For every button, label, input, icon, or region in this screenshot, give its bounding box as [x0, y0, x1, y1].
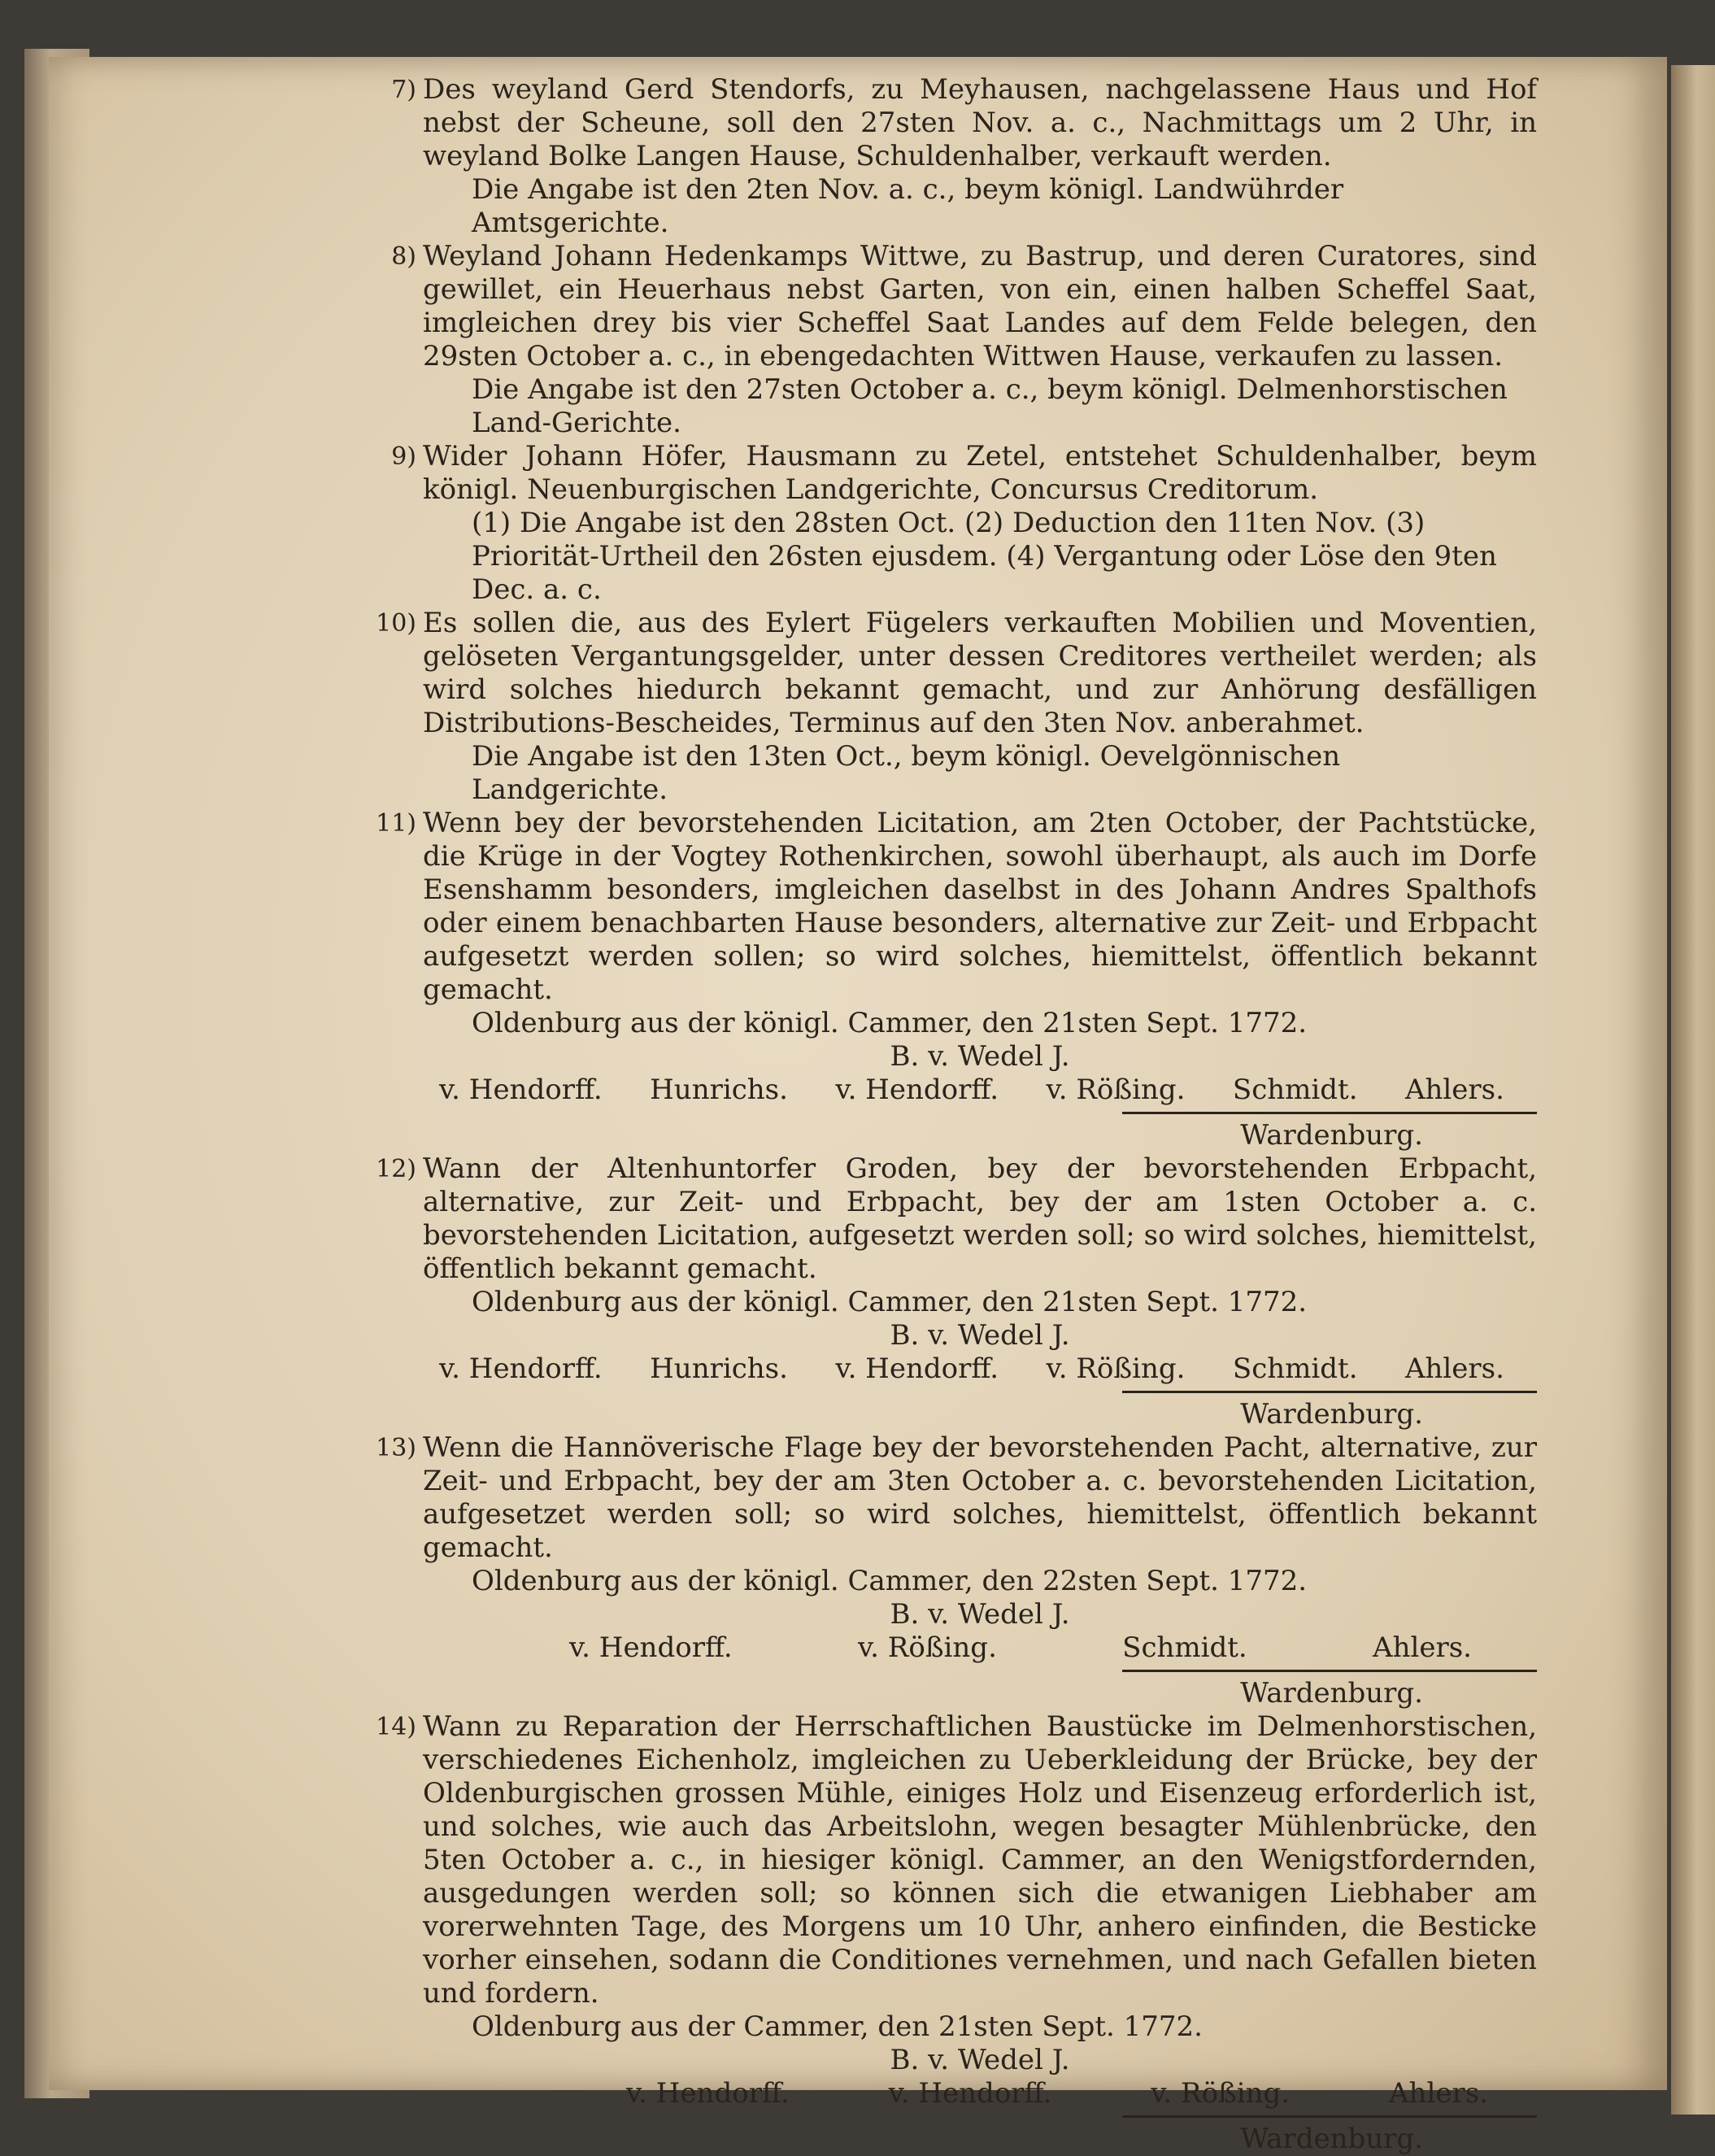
chief-signature: B. v. Wedel J. — [890, 2044, 1070, 2076]
signer: v. Hendorff. — [439, 1352, 603, 1385]
signer: Ahlers. — [1404, 1352, 1504, 1385]
signer: v. Rößing. — [1046, 1074, 1186, 1106]
notice-body: Wenn die Hannöverische Flage bey der bevorstehenden Pacht, alternative, zur Zeit- und Erbpacht, bey der am 3ten October a. c. bevorstehenden Licitation, aufgesetzet werden soll; so wird solches, hiemittelst, öffentlich bekannt gemacht. — [423, 1431, 1537, 1564]
signer: Schmidt. — [1122, 1631, 1247, 1664]
divider-rule — [1122, 1391, 1537, 1393]
notice-note: Die Angabe ist den 13ten Oct., beym königl. Oevelgönnischen Landgerichte. — [472, 740, 1341, 806]
signer: v. Rößing. — [857, 1631, 997, 1664]
chief-signature: B. v. Wedel J. — [890, 1319, 1070, 1352]
signer: v. Hendorff. — [439, 1074, 603, 1106]
signer: v. Hendorff. — [835, 1074, 999, 1106]
notice-number: 14) — [376, 1713, 416, 1741]
notice-note: Die Angabe ist den 27sten October a. c., beym königl. Delmenhorstischen Land-Gerichte. — [472, 373, 1508, 439]
place-name: Wardenburg. — [1240, 1677, 1423, 1710]
notice-body: Wider Johann Höfer, Hausmann zu Zetel, entstehet Schuldenhalber, beym königl. Neuenburgischen Landgerichte, Concursus Creditorum. — [423, 440, 1537, 506]
signer: Ahlers. — [1404, 1074, 1504, 1106]
notice-9 — [391, 440, 1537, 607]
signer: Ahlers. — [1389, 2077, 1488, 2110]
notice-body: Weyland Johann Hedenkamps Wittwe, zu Bastrup, und deren Curatores, sind gewillet, ein Heuerhaus nebst Garten, von ein, einen halben Scheffel Saat, imgleichen drey bis vier Scheffel Saat Landes auf dem Felde belegen, den 29sten October a. c., in ebengedachten Wittwen Hause, verkaufen zu lassen. — [423, 240, 1537, 372]
place-name: Wardenburg. — [1240, 1119, 1423, 1152]
notice-7 — [391, 73, 1537, 240]
notice-body: Es sollen die, aus des Eylert Fügelers verkauften Mobilien und Moventien, gelöseten Vergantungsgelder, unter dessen Creditores vertheilet werden; als wird solches hiedurch bekannt gemacht, und zur Anhörung desfälligen Distributions-Bescheides, Terminus auf den 3ten Nov. anberahmet. — [423, 607, 1537, 739]
signer: Hunrichs. — [650, 1074, 788, 1106]
notice-number: 9) — [391, 442, 416, 471]
place-name: Wardenburg. — [1240, 2123, 1423, 2155]
place-name: Wardenburg. — [1240, 1398, 1423, 1431]
signer: v. Rößing. — [1151, 2077, 1291, 2110]
chief-signature: B. v. Wedel J. — [890, 1040, 1070, 1073]
signer: v. Rößing. — [1046, 1352, 1186, 1385]
notice-12 — [376, 1152, 1537, 1431]
signer: v. Hendorff. — [626, 2077, 790, 2110]
divider-rule — [1122, 1112, 1537, 1114]
notice-note: (1) Die Angabe ist den 28sten Oct. (2) Deduction den 11ten Nov. (3) Priorität-Urtheil den 26sten ejusdem. (4) Vergantung oder Löse den 9ten Dec. a. c. — [472, 507, 1497, 606]
notice-14 — [376, 1710, 1537, 2156]
notice-8 — [391, 240, 1537, 440]
dateline: Oldenburg aus der königl. Cammer, den 22sten Sept. 1772. — [472, 1565, 1308, 1597]
notice-number: 11) — [376, 809, 416, 838]
signer: Schmidt. — [1232, 1352, 1358, 1385]
signers-row — [423, 1352, 1537, 1386]
notice-body: Wenn bey der bevorstehenden Licitation, am 2ten October, der Pachtstücke, die Krüge in der Vogtey Rothenkirchen, sowohl überhaupt, als auch im Dorfe Esenshamm besonders, imgleichen daselbst in des Johann Andres Spalthofs oder einem benachbarten Hause besonders, alternative zur Zeit- und Erbpacht aufgesetzt werden sollen; so wird solches, hiemittelst, öffentlich bekannt gemacht. — [423, 807, 1537, 1006]
notice-body: Des weyland Gerd Stendorfs, zu Meyhausen, nachgelassene Haus und Hof nebst der Scheune, soll den 27sten Nov. a. c., Nachmittags um 2 Uhr, in weyland Bolke Langen Hause, Schuldenhalber, verkauft werden. — [423, 73, 1537, 172]
notice-number: 13) — [376, 1434, 416, 1462]
signer: Schmidt. — [1232, 1074, 1358, 1106]
notice-10 — [376, 607, 1537, 807]
chief-signature: B. v. Wedel J. — [890, 1598, 1070, 1631]
signer: v. Hendorff. — [569, 1631, 733, 1664]
signers-row — [423, 1631, 1537, 1665]
divider-rule — [1122, 1670, 1537, 1672]
notice-11 — [376, 807, 1537, 1152]
dateline: Oldenburg aus der königl. Cammer, den 21sten Sept. 1772. — [472, 1286, 1308, 1318]
notice-number: 10) — [376, 609, 416, 638]
notice-body: Wann zu Reparation der Herrschaftlichen Baustücke im Delmenhorstischen, verschiedenes Eichenholz, imgleichen zu Ueberkleidung der Brücke, bey der Oldenburgischen grossen Mühle, einiges Holz und Eisenzeug erforderlich ist, und solches, wie auch das Arbeitslohn, wegen besagter Mühlenbrücke, den 5ten October a. c., in hiesiger königl. Cammer, an den Wenigstfordernden, ausgedungen werden soll; so können sich die etwanigen Liebhaber am vorerwehnten Tage, des Morgens um 10 Uhr, anhero einfinden, die Besticke vorher einsehen, sodann die Conditiones vernehmen, und nach Gefallen bieten und fordern. — [423, 1710, 1537, 2010]
signers-row — [423, 1074, 1537, 1107]
signers-row — [423, 2077, 1537, 2110]
notice-number: 12) — [376, 1155, 416, 1183]
notice-number: 8) — [391, 242, 416, 271]
notice-number: 7) — [391, 76, 416, 104]
divider-rule — [1122, 2115, 1537, 2118]
signer: Ahlers. — [1373, 1631, 1472, 1664]
signer: v. Hendorff. — [888, 2077, 1052, 2110]
signer: v. Hendorff. — [835, 1352, 999, 1385]
dateline: Oldenburg aus der Cammer, den 21sten Sept. 1772. — [472, 2010, 1203, 2043]
notice-13 — [376, 1431, 1537, 1710]
notice-note: Die Angabe ist den 2ten Nov. a. c., beym königl. Landwührder Amtsgerichte. — [472, 173, 1344, 239]
dateline: Oldenburg aus der königl. Cammer, den 21sten Sept. 1772. — [472, 1007, 1308, 1039]
signer: Hunrichs. — [650, 1352, 788, 1385]
page-text — [376, 73, 1537, 2156]
facing-page-edge — [1671, 65, 1715, 2115]
notice-body: Wann der Altenhuntorfer Groden, bey der bevorstehenden Erbpacht, alternative, zur Zeit- und Erbpacht, bey der am 1sten October a. c. bevorstehenden Licitation, aufgesetzt werden soll; so wird solches, hiemittelst, öffentlich bekannt gemacht. — [423, 1152, 1537, 1285]
